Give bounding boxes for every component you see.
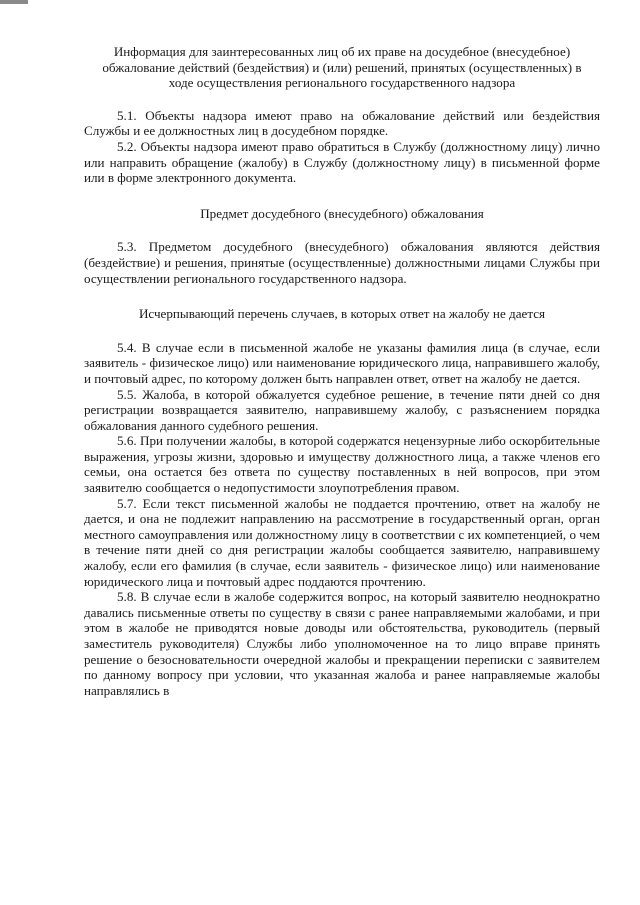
paragraph-5-7: 5.7. Если текст письменной жалобы не поддается прочтению, ответ на жалобу не дается, и она не подлежит направлению на рассмотрение в государственный орган, орган местного самоуправления или должностному лицу в соответствии с их компетенцией, о чем в течение пяти дней со дня регистрации жалобы сообщается заявителю, направившему жалобу, если его фамилия (в случае, если заявитель - физическое лицо) или наименование юридического лица и почтовый адрес поддаются прочтению. [84, 495, 600, 589]
paragraph-5-2: 5.2. Объекты надзора имеют право обратиться в Службу (должностному лицу) лично или направить обращение (жалобу) в Службу (должностному лицу) в письменной форме или в форме электронного документа. [84, 138, 600, 186]
document-page [84, 44, 600, 698]
paragraph-5-1: 5.1. Объекты надзора имеют право на обжалование действий или бездействия Службы и ее должностных лиц в досудебном порядке. [84, 107, 600, 139]
paragraph-5-6: 5.6. При получении жалобы, в которой содержатся нецензурные либо оскорбительные выражения, угрозы жизни, здоровью и имуществу должностного лица, а также членов его семьи, она остается без ответа по существу поставленных в ней вопросов, при этом заявителю сообщается о недопустимости злоупотребления правом. [84, 433, 600, 496]
section-heading-subject: Предмет досудебного (внесудебного) обжалования [200, 205, 484, 221]
paragraph-5-4: 5.4. В случае если в письменной жалобе не указаны фамилия лица (в случае, если заявитель - физическое лицо) или наименование юридического лица, направившего жалобу, и почтовый адрес, по которому должен быть направлен ответ, ответ на жалобу не дается. [84, 339, 600, 386]
paragraph-5-8: 5.8. В случае если в жалобе содержится вопрос, на который заявителю неоднократно давались письменные ответы по существу в связи с ранее направляемыми жалобами, и при этом в жалобе не приводятся новые доводы или обстоятельства, руководитель (первый заместитель руководителя) Службы либо уполномоченное на то лицо вправе принять решение о безосновательности очередной жалобы и прекращении переписки с заявителем по данному вопросу при условии, что указанная жалоба и ранее направляемые жалобы направлялись в [84, 589, 600, 698]
paragraph-5-3: 5.3. Предметом досудебного (внесудебного) обжалования являются действия (бездействие) и решения, принятые (осуществленные) должностными лицами Службы при осуществлении регионального государственного надзора. [84, 239, 600, 286]
section-heading-exhaustive-list: Исчерпывающий перечень случаев, в которых ответ на жалобу не дается [138, 306, 546, 322]
scan-edge-mark [0, 0, 28, 4]
document-title: Информация для заинтересованных лиц об их праве на досудебное (внесудебное) обжалование действий (бездействия) и (или) решений, принятых (осуществленных) в ходе осуществления регионального государственного надзора [102, 44, 582, 91]
paragraph-5-5: 5.5. Жалоба, в которой обжалуется судебное решение, в течение пяти дней со дня регистрации возвращается заявителю, направившему жалобу, с разъяснением порядка обжалования данного судебного решения. [84, 386, 600, 433]
